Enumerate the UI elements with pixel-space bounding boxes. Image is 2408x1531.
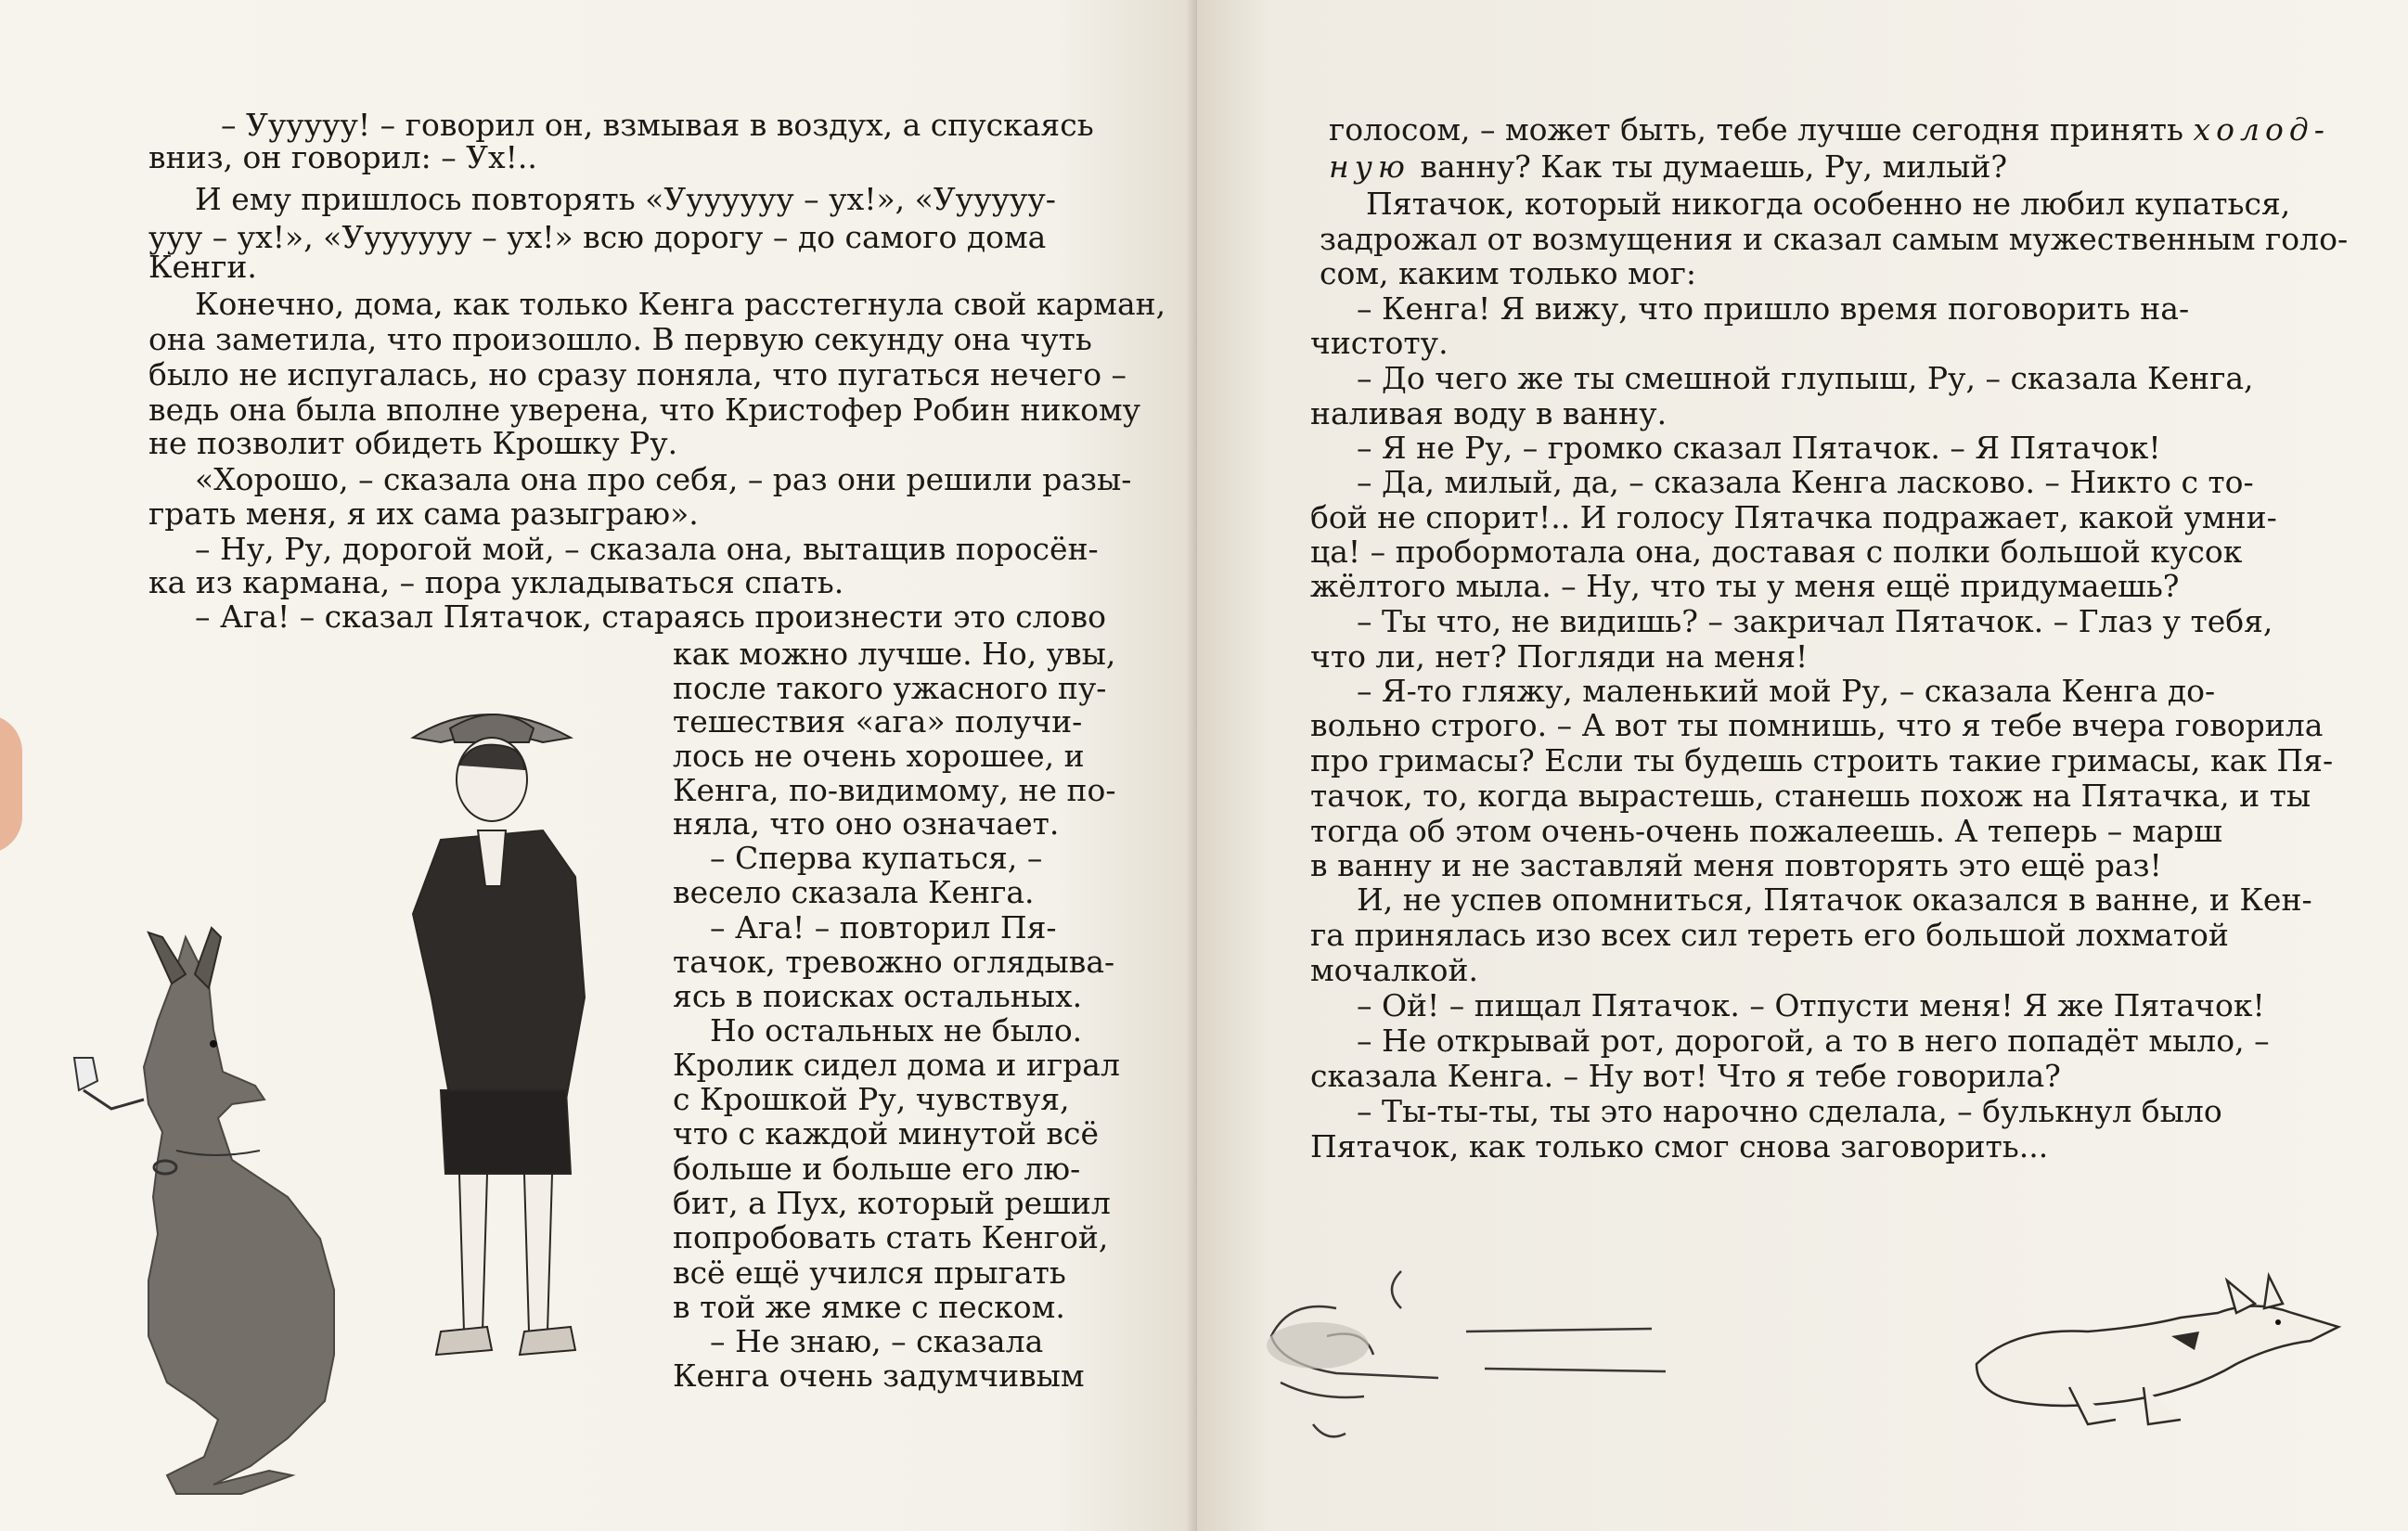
text-line: бой не спорит!.. И голосу Пятачка подражает, какой умни- [1310,499,2277,535]
text-line: про гримасы? Если ты будешь строить такие гримасы, как Пя- [1310,742,2334,778]
text-line: ведь она была вполне уверена, что Кристофер Робин никому [148,392,1141,428]
column-line: няла, что оно означает. [673,805,1060,842]
text-line: – Кенга! Я вижу, что пришло время поговорить на- [1357,290,2190,327]
text-line: Пятачок, как только смог снова заговорить... [1310,1128,2049,1164]
piglet-eye [2275,1319,2281,1325]
text-line: мочалкой. [1310,952,1478,988]
column-line: Но остальных не было. [710,1012,1083,1049]
text-line: ца! – пробормотала она, доставая с полки большой кусок [1310,534,2243,570]
text-line: грать меня, я их сама разыграю». [148,495,699,532]
page-edge-thumb [0,714,22,854]
column-line: после такого ужасного пу- [673,670,1107,706]
christopher-robin-illustration [376,691,617,1396]
text-line: наливая воду в ванну. [1310,395,1668,431]
left-page [0,0,1197,1531]
kanga-illustration [56,919,427,1512]
column-line: – Не знаю, – сказала [710,1323,1044,1359]
text-line: сом, каким только мог: [1320,255,1697,291]
text-line: – Я не Ру, – громко сказал Пятачок. – Я Пятачок! [1357,430,2161,466]
column-line: в той же ямке с песком. [673,1289,1065,1325]
text-line: вольно строго. – А вот ты помнишь, что я тебе вчера говорила [1310,707,2324,743]
text-line: «Хорошо, – сказала она про себя, – раз они решили разы- [195,461,1132,497]
text-line: И ему пришлось повторять «Ууууууу – ух!», «Уууууу- [195,181,1056,217]
text-line: вниз, он говорил: – Ух!.. [148,139,537,175]
text-line: га принялась изо всех сил тереть его большой лохматой [1310,917,2229,953]
text-line: – Не открывай рот, дорогой, а то в него попадёт мыло, – [1357,1023,2270,1059]
text-line: ка из кармана, – пора укладываться спать. [148,564,844,600]
column-line: весело сказала Кенга. [673,874,1035,910]
column-line: Кенга, по-видимому, не по- [673,772,1116,808]
text-line: она заметила, что произошло. В первую секунду она чуть [148,321,1092,357]
text-line: Кенги. [148,249,257,285]
text-line [1329,148,2007,186]
bottle-icon [74,1058,97,1090]
text-line: – До чего же ты смешной глупыш, Ру, – сказала Кенга, [1357,360,2254,396]
text-line: Пятачок, который никогда особенно не любил купаться, [1366,186,2291,222]
text-line: было не испугалась, но сразу поняла, что пугаться нечего – [148,356,1127,392]
text-line: не позволит обидеть Крошку Ру. [148,425,678,461]
right-page [1197,0,2408,1531]
text-line: тачок, то, когда вырастешь, станешь похож на Пятачка, и ты [1310,778,2311,814]
text-line [1329,111,2330,148]
spaced-word: холод- [2193,111,2330,148]
kanga-eye [210,1040,217,1048]
text-line: И, не успев опомниться, Пятачок оказался в ванне, и Кен- [1357,881,2312,918]
column-line: всё ещё учился прыгать [673,1254,1066,1291]
spaced-word: ную [1329,148,1410,185]
text-line: – Ну, Ру, дорогой мой, – сказала она, вытащив поросён- [195,531,1099,567]
column-line: тачок, тревожно оглядыва- [673,944,1115,980]
text-line: – Ты-ты-ты, ты это нарочно сделала, – булькнул было [1357,1093,2222,1129]
column-line: Кенга очень задумчивым [673,1357,1085,1394]
column-line: с Крошкой Ру, чувствуя, [673,1081,1070,1117]
column-line: – Ага! – повторил Пя- [710,909,1057,946]
text-line: – Ты что, не видишь? – закричал Пятачок. – Глаз у тебя, [1357,603,2273,639]
column-line: ясь в поисках остальных. [673,978,1083,1014]
text-line: Конечно, дома, как только Кенга расстегнула свой карман, [195,286,1166,322]
text-segment: голосом, – может быть, тебе лучше сегодня принять [1329,111,2194,148]
text-line: задрожал от возмущения и сказал самым мужественным голо- [1320,221,2349,257]
text-line: ууу – ух!», «Ууууууу – ух!» всю дорогу – до самого дома [148,219,1047,255]
column-line: больше и больше его лю- [673,1151,1081,1187]
text-segment: ванну? Как ты думаешь, Ру, милый? [1410,148,2008,185]
text-line: – Уууууу! – говорил он, взмывая в воздух, а спускаясь [221,107,1094,143]
text-line: что ли, нет? Погляди на меня! [1310,638,1809,675]
text-line: в ванну и не заставляй меня повторять это ещё раз! [1310,847,2162,883]
column-line: попробовать стать Кенгой, [673,1219,1109,1255]
column-line: Кролик сидел дома и играл [673,1047,1120,1083]
column-line: бит, а Пух, который решил [673,1185,1111,1221]
splash-illustration [1253,1243,1680,1457]
text-line: сказала Кенга. – Ну вот! Что я тебе говорила? [1310,1058,2061,1094]
column-line: лось не очень хорошее, и [673,738,1085,774]
text-line: – Ага! – сказал Пятачок, стараясь произнести это слово [195,598,1106,635]
text-line: – Да, милый, да, – сказала Кенга ласково. – Никто с то- [1357,464,2254,500]
text-line: жёлтого мыла. – Ну, что ты у меня ещё придумаешь? [1310,568,2180,604]
text-line: – Ой! – пищал Пятачок. – Отпусти меня! Я же Пятачок! [1357,987,2265,1023]
column-line: как можно лучше. Но, увы, [673,636,1116,672]
column-line: – Сперва купаться, – [710,840,1043,876]
column-line: что с каждой минутой всё [673,1115,1100,1151]
piglet-illustration [1958,1262,2348,1438]
text-line: чистоту. [1310,325,1449,361]
text-line: – Я-то гляжу, маленький мой Ру, – сказала Кенга до- [1357,673,2216,709]
column-line: тешествия «ага» получи- [673,703,1083,740]
text-line: тогда об этом очень-очень пожалеешь. А теперь – марш [1310,813,2222,849]
